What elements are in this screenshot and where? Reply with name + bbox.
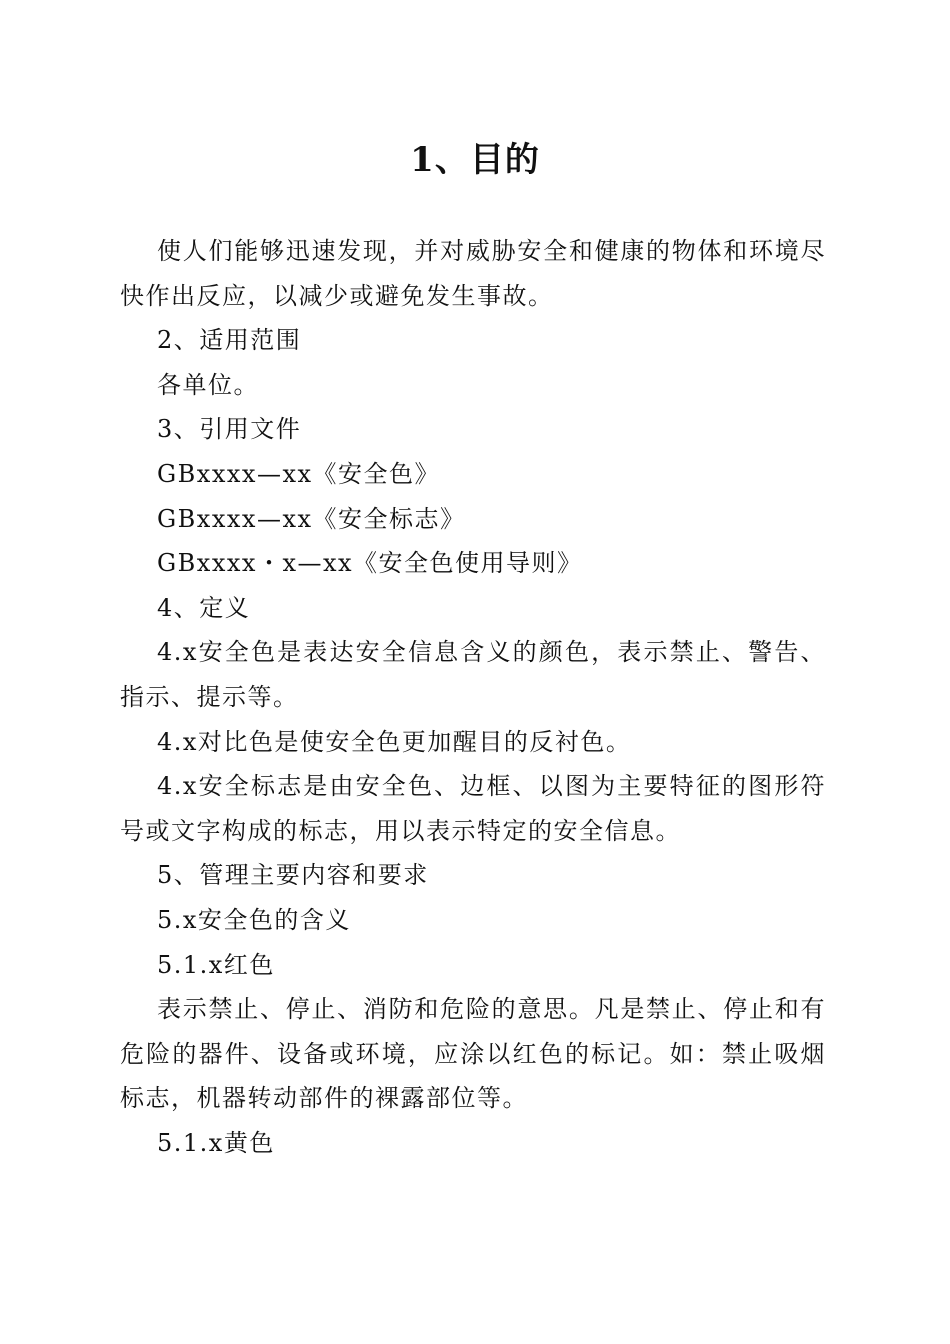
definition-paragraph: 4.x对比色是使安全色更加醒目的反衬色。 [157, 727, 632, 756]
purpose-paragraph: 使人们能够迅速发现，并对威胁安全和健康的物体和环境尽快作出反应，以减少或避免发生事故。 [120, 237, 826, 310]
reference-item: GBxxxx—xx《安全标志》 [157, 504, 466, 533]
section-heading-scope: 2、适用范围 [157, 326, 302, 355]
red-color-paragraph: 表示禁止、停止、消防和危险的意思。凡是禁止、停止和有危险的器件、设备或环境，应涂以红色的标记。如：禁止吸烟标志，机器转动部件的裸露部位等。 [120, 995, 826, 1113]
page-title: 1、目的 [410, 140, 540, 180]
section-heading-definitions: 4、定义 [157, 593, 251, 622]
subsection-heading: 5.x安全色的含义 [157, 905, 351, 934]
scope-paragraph: 各单位。 [157, 370, 259, 399]
definition-paragraph: 4.x安全标志是由安全色、边框、以图为主要特征的图形符号或文字构成的标志，用以表示特定的安全信息。 [120, 772, 826, 845]
reference-item: GBxxxx・x—xx《安全色使用导则》 [157, 549, 583, 578]
definition-paragraph: 4.x安全色是表达安全信息含义的颜色，表示禁止、警告、指示、提示等。 [120, 638, 826, 711]
section-heading-references: 3、引用文件 [157, 415, 302, 444]
section-heading-requirements: 5、管理主要内容和要求 [157, 861, 429, 890]
reference-item: GBxxxx—xx《安全色》 [157, 459, 441, 488]
subsection-heading: 5.1.x红色 [157, 950, 275, 979]
subsection-heading: 5.1.x黄色 [157, 1128, 275, 1157]
document-body [120, 229, 826, 1165]
